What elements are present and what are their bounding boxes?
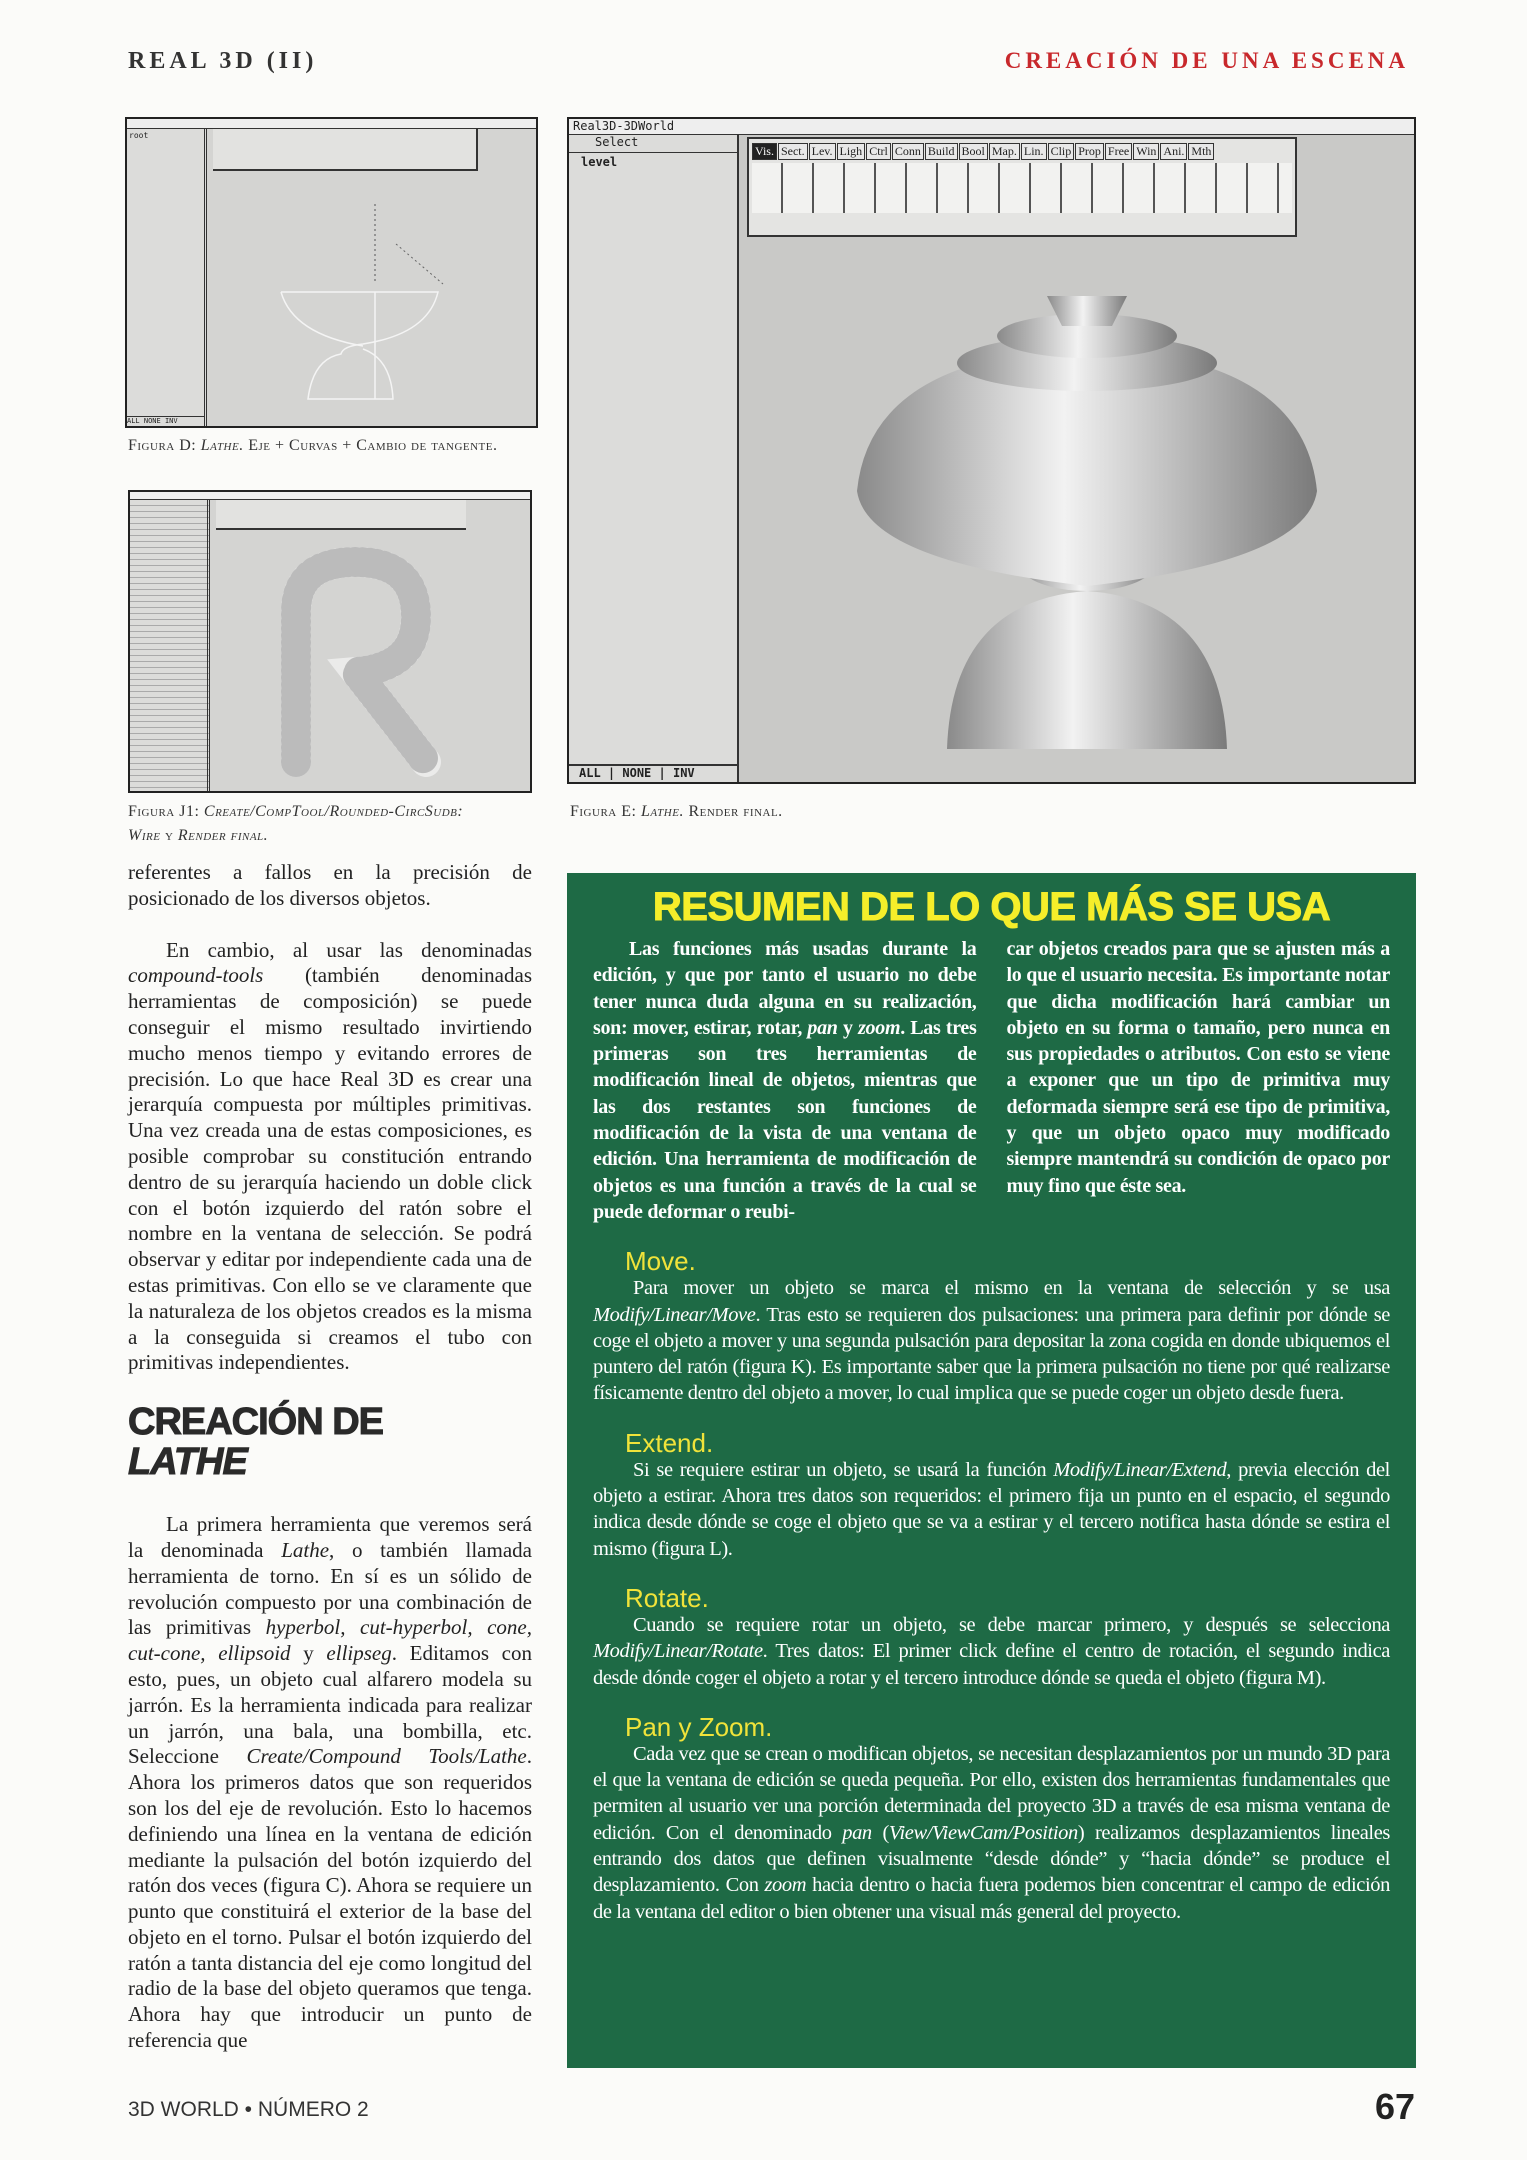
left-column [128,860,532,2054]
tool-tab[interactable]: Ctrl [866,143,891,160]
none-button[interactable]: NONE [622,766,652,780]
tool-tab[interactable]: Prop [1075,143,1104,160]
summary-intro-col1: Las funciones más usadas durante la edición, y que por tanto el usuario no debe tener nunca duda alguna en su realización, son: mover, estirar, rotar, pan y zoom. Las tres primeras son tres herramientas de modificación lineal de objetos, mientras que las dos restantes son funciones de modificación de la vista de una ventana de edición. Una herramienta de modificación de objetos es una función a través de la cual se puede deformar o reubi- [593,938,977,1223]
tool-tab[interactable]: Ani. [1160,143,1187,160]
none-button: NONE [143,417,161,425]
window-title-bar: Real3D-3DWorld [569,119,1414,135]
running-header-right: CREACIÓN DE UNA ESCENA [1004,48,1409,73]
tool-palette [747,137,1297,237]
figure-d-caption: Figura D: Lathe. Eje + Curvas + Cambio de tangente. [128,437,498,454]
lathe-wireframe [213,174,533,424]
extend-heading: Extend. [625,1427,714,1458]
pan-zoom-text: Cada vez que se crean o modifican objetos, se necesitan desplazamientos por un mundo 3D para el que la ventana de edición se queda pequeña. Por ello, existen dos herramientas fundamentales que permiten al usuario ver una porción determinada del proyecto 3D a través de esa misma ventana de edición. Con el denominado pan (View/ViewCam/Position) realizamos desplazamientos lineales entrando dos datos que definen visualmente “desde dónde” y “hacia dónde” se produce el desplazamiento. Con zoom hacia dentro o hacia fuera podemos bien concentrar el campo de edición de la ventana del editor o bien obtener una visual más general del proyecto. [593,1742,1390,1923]
primitive-icons[interactable] [752,163,1292,213]
summary-intro-col2: car objetos creados para que se ajusten más a lo que el usuario necesita. Es importante notar que dicha modificación hará cambiar un objeto en su forma o tamaño, pero nunca en sus propiedades o atributos. Con esto se viene a exponer que un tipo de primitiva muy deformada siempre será ese tipo de primitiva, y que un objeto opaco muy modificado siempre mantendrá su condición de opaco por muy fino que éste sea. [1006,938,1390,1197]
figure-j1-screenshot [128,490,532,793]
tool-tab[interactable]: Lin. [1021,143,1047,160]
inv-button: INV [164,417,178,425]
tool-tab[interactable]: Lev. [809,143,836,160]
pan-zoom-heading: Pan y Zoom. [625,1711,773,1742]
tree-item-level[interactable]: level [581,155,618,169]
paragraph: La primera herramienta que veremos será la denominada Lathe, o también llamada herramienta de torno. En sí es un sólido de revolución compuesto por una combinación de las primitivas hyperbol, cut-hyperbol, cone, cut-cone, ellipsoid y ellipseg. Editamos con esto, pues, un objeto cual alfarero modela su jarrón. Es la herramienta indicada para realizar un jarrón, una bala, una bombilla, etc. Seleccione Create/Compound Tools/Lathe. Ahora los primeros datos que son requeridos son los del eje de revolución. Esto lo hacemos definiendo una línea en la ventana de edición mediante la pulsación del botón izquierdo del ratón dos veces (figura C). Ahora se requiere un punto que constituirá el exterior de la base del objeto en el torno. Pulsar el botón izquierdo del ratón a tanta distancia del eje como longitud del radio de la base del objeto queramos que tenga. Ahora hay que introducir un punto de referencia que [128,1512,533,2053]
tool-tab[interactable]: Build [925,143,958,160]
move-heading: Move. [625,1246,696,1277]
vase-render [747,241,1416,781]
tree-root: root [129,131,149,140]
extend-text: Si se requiere estirar un objeto, se usará la función Modify/Linear/Extend, previa elección del objeto a estirar. Ahora tres datos son requeridos: el primero fija un punto en el espacio, el segundo indica desde dónde se coge el objeto que se va a estirar y el tercero notifica hasta dónde se estira el mismo (figura L). [593,1458,1390,1560]
section-heading: CREACIÓN DE LATHE [128,1401,384,1484]
paragraph: En cambio, al usar las denominadas compound-tools (también denominadas herramientas de composición) se puede conseguir el mismo resultado invirtiendo mucho menos tiempo y evitando errores de precisión. Lo que hace Real 3D es crear una jerarquía compuesta por múltiples primitivas. Una vez creada una de estas composiciones, es posible comprobar su constitución entrando dentro de su jerarquía haciendo un doble click con el botón izquierdo del ratón sobre el nombre en la ventana de selección. Se podrá observar y editar por independiente cada una de estas primitivas. Con ello se ve claramente que la naturaleza de los objetos creados es la misma a la conseguida si creamos el tubo con primitivas independientes. [128,937,532,1375]
figure-e-caption: Figura E: Lathe. Render final. [570,803,783,820]
paragraph: referentes a fallos en la precisión de posicionado de los diversos objetos. [128,860,532,910]
all-button: ALL [127,417,140,425]
summary-title: RESUMEN DE LO QUE MÁS SE USA [652,885,1331,929]
tool-tab[interactable]: Free [1105,143,1132,160]
select-dropdown[interactable]: Select [569,135,737,153]
inv-button[interactable]: INV [672,766,695,780]
tool-tab[interactable]: Ligh [837,143,866,160]
rotate-text: Cuando se requiere rotar un objeto, se debe marcar primero, y después se selecciona Modify/Linear/Rotate. Tres datos: El primer click define el centro de rotación, el segundo indica desde dónde coger el objeto a rotar y el tercero introduce dónde se queda el objeto (figura M). [593,1613,1390,1689]
running-header-left: REAL 3D (II) [128,48,318,74]
page-number: 67 [1374,2086,1415,2127]
figure-j1-caption: Figura J1: Create/CompTool/Rounded-CircSudb: Wire y Render final. [128,803,464,844]
move-text: Para mover un objeto se marca el mismo en la ventana de selección y se usa Modify/Linear/Move. Tras esto se requieren dos pulsaciones: una primera para definir por dónde se coge el objeto a mover y una segunda pulsación para depositar la zona cogida en donde ubiquemos el puntero del ratón (figura K). Es importante saber que la primera pulsación no tiene por qué realizarse físicamente dentro del objeto a mover, lo cual implica que se puede coger un objeto desde fuera. [593,1277,1390,1405]
tool-tab[interactable]: Sect. [778,143,808,160]
footer-magazine: 3D WORLD • NÚMERO 2 [128,2098,369,2121]
tool-tab[interactable]: Win [1133,143,1159,160]
rotate-heading: Rotate. [625,1582,709,1613]
tool-tab[interactable]: Conn [892,143,924,160]
all-button[interactable]: ALL [579,766,601,780]
tool-tab[interactable]: Bool [959,143,988,160]
tool-tab[interactable]: Vis. [752,143,777,160]
figure-d-screenshot [125,117,538,428]
tool-tab[interactable]: Mth [1188,143,1214,160]
summary-box [567,873,1416,2068]
rounded-r-tube-render [216,532,532,792]
tool-tab[interactable]: Clip [1048,143,1075,160]
tool-tab[interactable]: Map. [989,143,1020,160]
figure-e-screenshot: Real3D-3DWorld Select level ALL | NONE | INV Vis. Sect. Lev. Ligh Ctrl Conn Build Bool Map. Lin. Clip Prop Free Win Ani. Mth [567,117,1416,784]
